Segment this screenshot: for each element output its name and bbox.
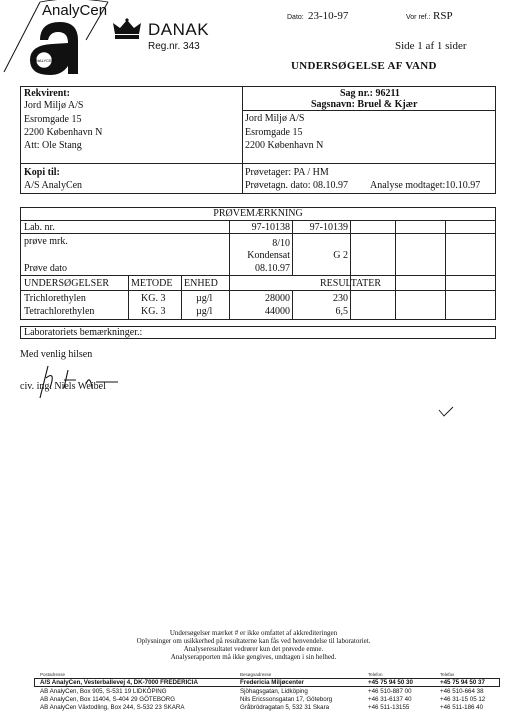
remarks-label: Laboratoriets bemærkninger.: bbox=[24, 327, 143, 338]
greeting: Med venlig hilsen bbox=[20, 349, 93, 360]
sample-date-1: 08.10.97 bbox=[255, 263, 290, 274]
lab-number-1: 97-10138 bbox=[251, 222, 290, 233]
footer-label-fax: Telefax bbox=[440, 672, 455, 677]
footer-visit: Gråbrödragatan 5, 532 31 Skara bbox=[240, 704, 330, 711]
footer-post: AB AnalyCen, Box 905, S-531 19 LIDKÖPING bbox=[40, 688, 167, 695]
sampler: Prøvetager: PA / HM bbox=[245, 167, 329, 178]
result-name: Tetrachlorethylen bbox=[24, 306, 95, 317]
footer-post: A/S AnalyCen, Vesterballevej 4, DK-7000 FREDERICIA bbox=[40, 679, 198, 686]
brand-name: AnalyCen bbox=[42, 2, 108, 19]
crown-icon bbox=[112, 18, 142, 42]
result-value-2: 230 bbox=[333, 293, 348, 304]
footer-post: AB AnalyCen, Box 11404, S-404 29 GÖTEBORG bbox=[40, 696, 176, 703]
requester-label: Rekvirent: bbox=[24, 88, 70, 99]
footer-phone: +46 511-13155 bbox=[368, 704, 410, 711]
svg-text:ANALYCEN: ANALYCEN bbox=[33, 58, 55, 63]
col-header-results: RESULTATER bbox=[320, 278, 382, 289]
requester-line: Jord Miljø A/S bbox=[24, 100, 84, 111]
case-name: Sagsnavn: Bruel & Kjær bbox=[311, 99, 418, 110]
footer-note: Undersøgelser mærket # er ikke omfattet af akkrediteringen bbox=[169, 629, 338, 637]
sample-mark-label: prøve mrk. bbox=[24, 236, 68, 247]
col-header-tests: UNDERSØGELSER bbox=[24, 278, 110, 289]
page-info: Side 1 af 1 sider bbox=[395, 40, 467, 52]
footer-fax: +46 31-15 05 12 bbox=[440, 696, 486, 703]
date-label: Dato: bbox=[287, 14, 304, 21]
sample-marking-header: PRØVEMÆRKNING bbox=[213, 208, 303, 219]
analysis-received: Analyse modtaget:10.10.97 bbox=[370, 180, 481, 191]
footer-fax: +45 75 94 50 37 bbox=[440, 679, 485, 686]
footer-visit: Fredericia Miljøcenter bbox=[240, 679, 304, 686]
case-line: Esromgade 15 bbox=[245, 127, 303, 138]
footer-label-phone: Telefon bbox=[368, 672, 383, 677]
footer-fax: +46 510-664 38 bbox=[440, 688, 484, 695]
footer-phone: +46 31-6137 40 bbox=[368, 696, 412, 703]
sample-date-label: Prøve dato bbox=[24, 263, 68, 274]
lab-number-2: 97-10139 bbox=[309, 222, 348, 233]
footer-fax: +46 511-186 40 bbox=[440, 704, 484, 711]
footer-post: AB AnalyCen Växtodling, Box 244, S-532 23 SKARA bbox=[40, 704, 185, 711]
footer-note: Analyseresultatet vedrører kun det prøvede emne. bbox=[183, 645, 324, 653]
signer-name: civ. ing. Niels Weibel bbox=[20, 381, 106, 392]
result-method: KG. 3 bbox=[141, 293, 166, 304]
sample-mark-1a: 8/10 bbox=[272, 238, 290, 249]
result-unit: µg/l bbox=[196, 306, 213, 317]
copy-to-line: A/S AnalyCen bbox=[24, 180, 83, 191]
col-header-method: METODE bbox=[131, 278, 173, 289]
footer-note: Oplysninger om usikkerhed på resultaterne kan fås ved henvendelse til laboratoriet. bbox=[136, 637, 371, 645]
result-name: Trichlorethylen bbox=[24, 293, 86, 304]
lab-number-label: Lab. nr. bbox=[24, 222, 55, 233]
check-mark bbox=[438, 406, 454, 418]
result-value-2: 6,5 bbox=[335, 306, 348, 317]
sample-mark-1b: Kondensat bbox=[247, 250, 290, 261]
ref-label: Vor ref.: bbox=[406, 14, 431, 21]
date-value: 23-10-97 bbox=[308, 10, 349, 22]
result-value-1: 44000 bbox=[265, 306, 290, 317]
danak-label: DANAK bbox=[148, 20, 210, 39]
copy-to-label: Kopi til: bbox=[24, 167, 60, 178]
result-method: KG. 3 bbox=[141, 306, 166, 317]
requester-line: Att: Ole Stang bbox=[24, 140, 82, 151]
footer-visit: Sjöhagsgatan, Lidköping bbox=[240, 688, 308, 695]
requester-line: Esromgade 15 bbox=[24, 114, 82, 125]
case-line: 2200 København N bbox=[245, 140, 324, 151]
requester-line: 2200 København N bbox=[24, 127, 103, 138]
footer-phone: +45 75 94 50 30 bbox=[368, 679, 413, 686]
footer-note: Analyserapporten må ikke gengives, undtagen i sin helhed. bbox=[170, 653, 337, 661]
ref-value: RSP bbox=[433, 10, 453, 22]
danak-reg: Reg.nr. 343 bbox=[148, 41, 200, 52]
document-title: UNDERSØGELSE AF VAND bbox=[291, 60, 437, 72]
footer-label-visit: Besøgsadresse bbox=[240, 672, 272, 677]
sample-date: Prøvetagn. dato: 08.10.97 bbox=[245, 180, 349, 191]
footer-visit: Nils Ericssonsgatan 17, Göteborg bbox=[240, 696, 333, 703]
signature-image bbox=[26, 360, 126, 400]
footer-phone: +46 510-887 00 bbox=[368, 688, 412, 695]
case-number: Sag nr.: 96211 bbox=[340, 88, 400, 99]
sample-mark-2: G 2 bbox=[333, 250, 348, 261]
case-line: Jord Miljø A/S bbox=[245, 113, 305, 124]
footer-label-post: Postadresse bbox=[40, 672, 66, 677]
result-value-1: 28000 bbox=[265, 293, 290, 304]
result-unit: µg/l bbox=[196, 293, 213, 304]
col-header-unit: ENHED bbox=[184, 278, 218, 289]
